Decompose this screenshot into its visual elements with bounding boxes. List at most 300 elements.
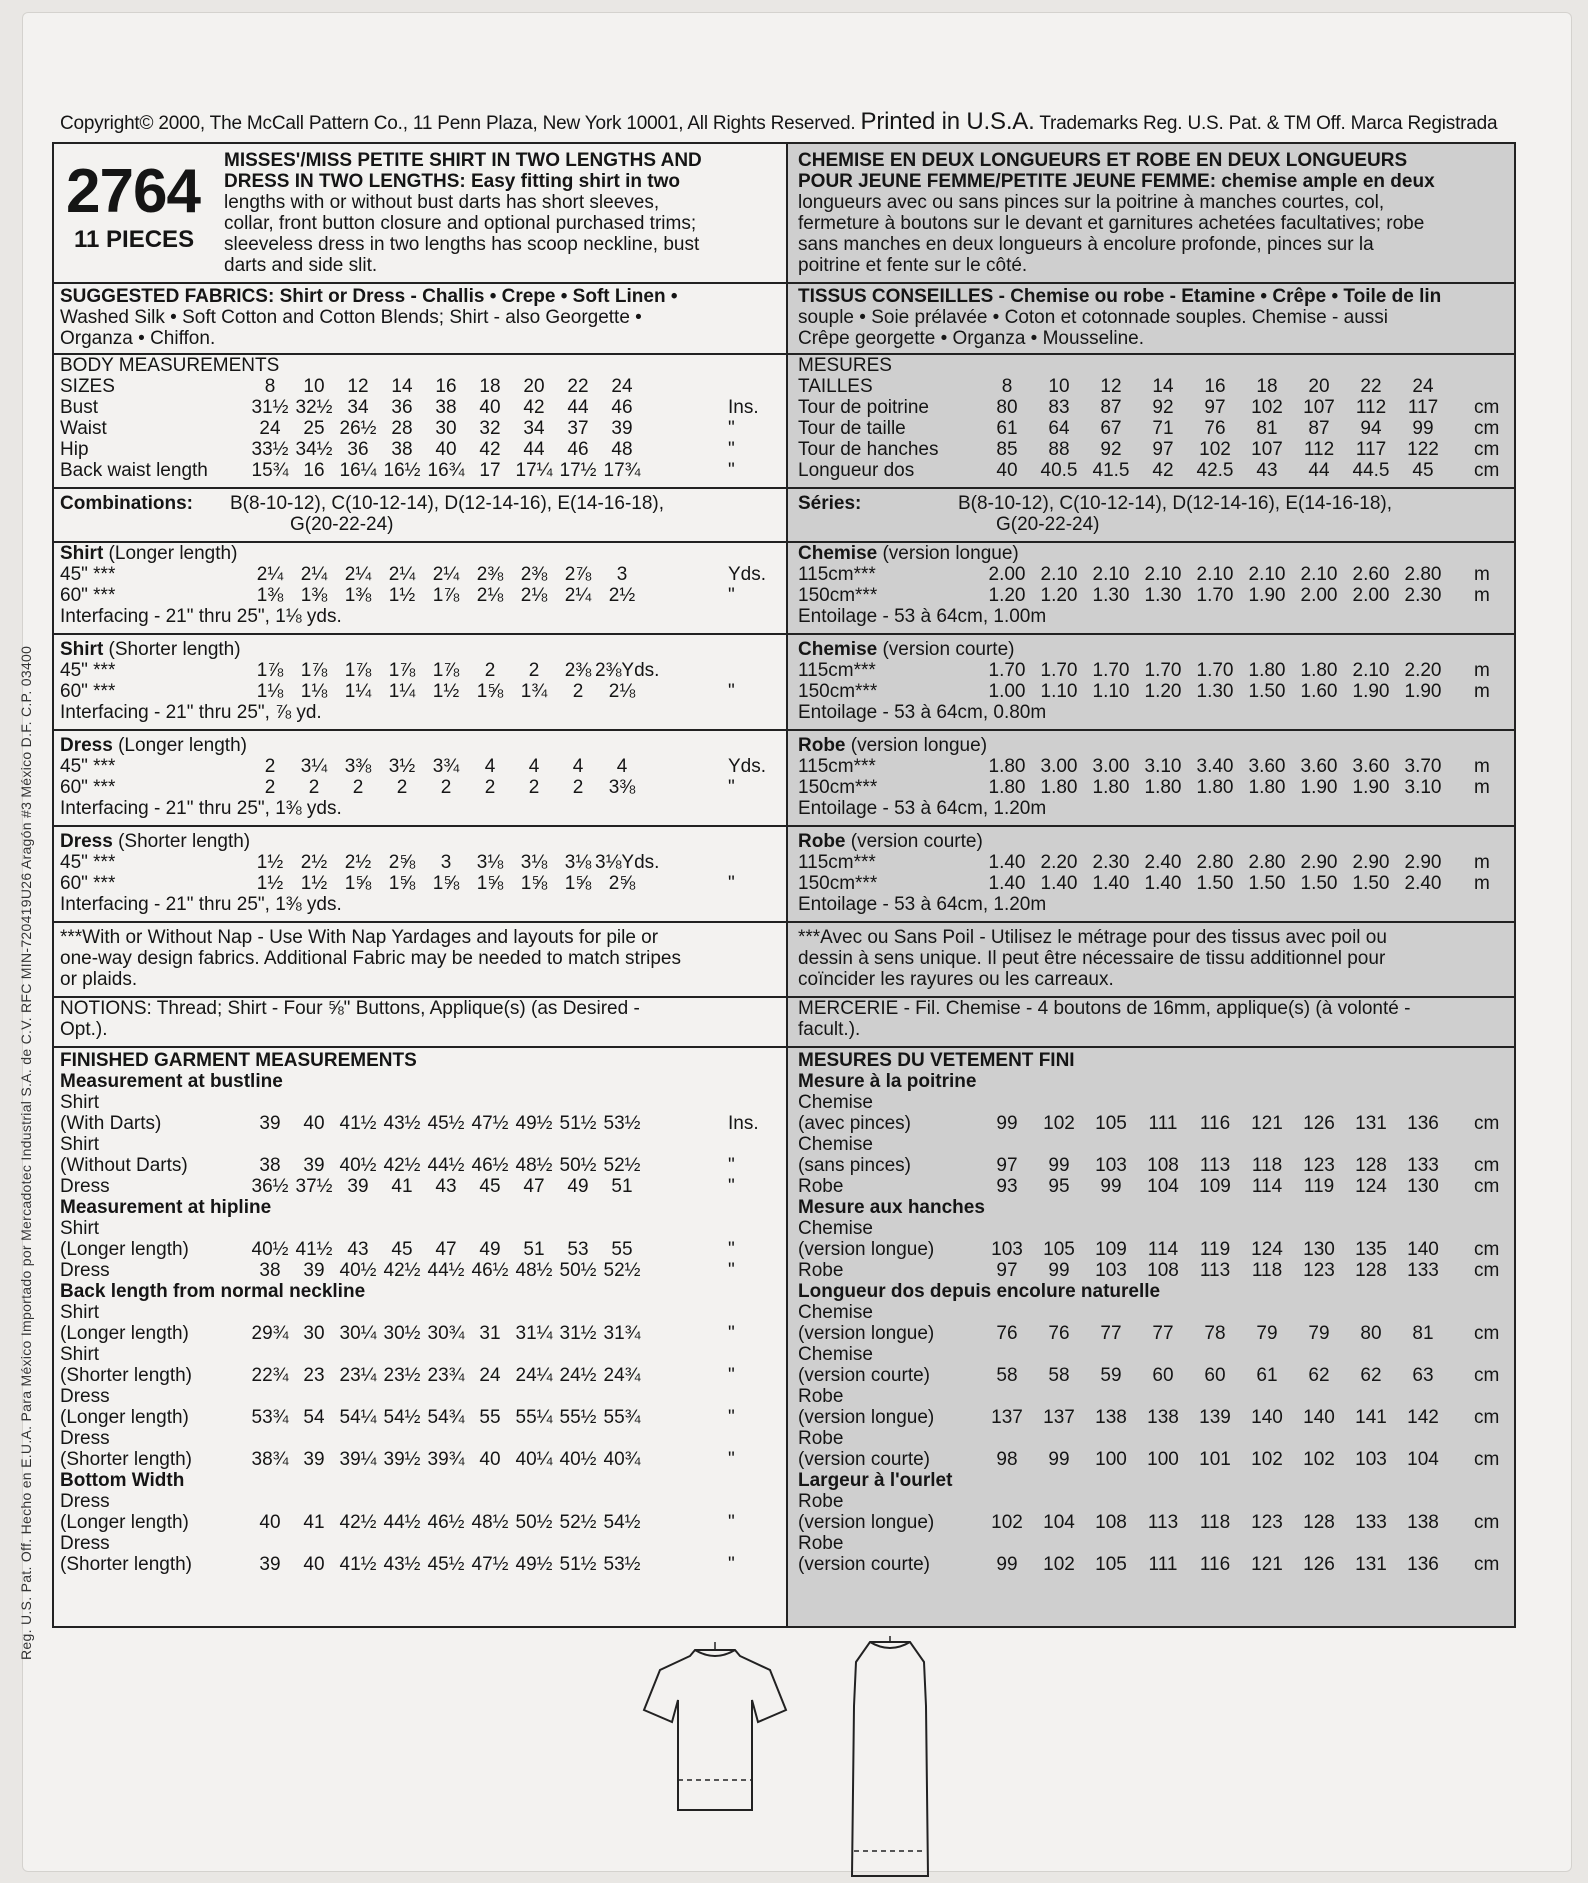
yardage-row: [60, 564, 780, 585]
finished-measurements-title: FINISHED GARMENT MEASUREMENTS: [60, 1050, 417, 1071]
row-value: 2.00: [1300, 585, 1338, 606]
row-value: 102: [991, 1512, 1023, 1533]
row-value: 1.20: [1144, 681, 1182, 702]
row-value: 113: [1199, 1155, 1231, 1176]
row-value: 1.90: [1404, 681, 1442, 702]
row-value: 39: [611, 418, 633, 439]
body-measurement-row: [798, 460, 1508, 481]
row-label: Dress: [60, 1260, 110, 1281]
row-value: 42: [1152, 460, 1174, 481]
row-value: 33½: [251, 439, 289, 460]
row-value: 1¼: [344, 681, 372, 702]
row-value: 113: [1199, 1260, 1231, 1281]
row-value: 1.50: [1196, 873, 1234, 894]
suggested-fabrics-line: Crêpe georgette • Organza • Mousseline.: [798, 328, 1144, 349]
row-value: 49½: [515, 1113, 553, 1134]
row-value: 2.00: [1352, 585, 1390, 606]
row-value: 116: [1199, 1554, 1231, 1575]
row-value: 133: [1355, 1512, 1387, 1533]
row-value: 1⅞: [256, 660, 284, 681]
section-divider: [52, 996, 788, 998]
row-value: 2: [264, 756, 276, 777]
row-value: 1¾: [520, 681, 548, 702]
finished-section-heading: Back length from normal neckline: [60, 1281, 366, 1302]
yardage-title: [798, 543, 1019, 564]
finished-section-heading: Mesure aux hanches: [798, 1197, 985, 1218]
row-value: 23¾: [427, 1365, 465, 1386]
row-value: 39: [259, 1113, 281, 1134]
row-value: 138: [1407, 1512, 1439, 1533]
row-value: 1.80: [988, 756, 1026, 777]
row-label: (Longer length): [60, 1239, 189, 1260]
row-value: 99: [1048, 1155, 1070, 1176]
yardage-row: [60, 660, 780, 681]
row-value: 105: [1095, 1113, 1127, 1134]
row-value: 1.80: [1040, 777, 1078, 798]
row-label: 45" ***: [60, 660, 116, 681]
row-value: 52½: [603, 1155, 641, 1176]
row-value: 40: [479, 1449, 501, 1470]
row-unit: Ins.: [728, 1113, 759, 1134]
copyright-text: Copyright© 2000, The McCall Pattern Co., 11 Penn Plaza, New York 10001, All Rights Reserved.: [60, 113, 856, 134]
row-unit: m: [1474, 681, 1490, 702]
row-value: 24¼: [515, 1365, 553, 1386]
row-value: 2⅝: [388, 852, 416, 873]
row-value: 3⅛: [520, 852, 548, 873]
row-value: 1.80: [1196, 777, 1234, 798]
garment-label: Robe: [798, 1428, 844, 1449]
row-value: 60: [1152, 1365, 1174, 1386]
row-value: 1⅜: [344, 585, 372, 606]
row-value: 137: [991, 1407, 1023, 1428]
body-measurement-row: [60, 460, 780, 481]
row-value: 1.90: [1352, 777, 1390, 798]
row-value: 40½: [339, 1260, 377, 1281]
combinations-line: B(8-10-12), C(10-12-14), D(12-14-16), E(14-16-18),: [958, 493, 1393, 514]
row-value: 46: [611, 397, 633, 418]
row-value: 1½: [300, 873, 328, 894]
garment-name: Dress: [60, 735, 113, 756]
row-value: 55¼: [515, 1407, 553, 1428]
garment-length: (version longue): [877, 543, 1019, 564]
row-value: 4: [484, 756, 496, 777]
row-value: 4: [528, 756, 540, 777]
row-unit: Yds.: [728, 564, 767, 585]
row-value: 118: [1199, 1512, 1231, 1533]
row-value: 105: [1095, 1554, 1127, 1575]
row-value: 26½: [339, 418, 377, 439]
garment-label: Chemise: [798, 1092, 873, 1113]
row-label: 150cm***: [798, 873, 878, 894]
interfacing-line: Interfacing - 21" thru 25", 1⅜ yds.: [60, 894, 342, 915]
row-value: 1⅞: [432, 585, 460, 606]
row-label: (version longue): [798, 1512, 935, 1533]
row-value: 44½: [427, 1155, 465, 1176]
row-value: 105: [1043, 1239, 1075, 1260]
row-value: 61: [996, 418, 1018, 439]
row-value: 51: [523, 1239, 545, 1260]
row-value: 92: [1152, 397, 1174, 418]
section-divider: [52, 825, 788, 827]
row-value: 4: [572, 756, 584, 777]
row-value: 2⅛: [476, 585, 504, 606]
section-divider: [52, 541, 788, 543]
row-unit: cm: [1474, 1113, 1500, 1134]
yardage-row: [60, 756, 780, 777]
row-value: 109: [1199, 1176, 1231, 1197]
row-unit: cm: [1474, 1260, 1500, 1281]
finished-measurement-row: [798, 1176, 1508, 1197]
row-value: 2.30: [1092, 852, 1130, 873]
row-value: 67: [1100, 418, 1122, 439]
section-divider: [788, 825, 1516, 827]
row-value: 42: [523, 397, 545, 418]
row-value: 44½: [383, 1512, 421, 1533]
garment-label: Robe: [798, 1491, 844, 1512]
garment-label: Shirt: [60, 1218, 100, 1239]
row-value: 40½: [251, 1239, 289, 1260]
row-value: 54½: [603, 1512, 641, 1533]
yardage-row: [798, 660, 1508, 681]
body-measurement-row: [60, 418, 780, 439]
row-value: 76: [1048, 1323, 1070, 1344]
pattern-pieces: 11 PIECES: [74, 226, 195, 253]
nap-note-line: dessin à sens unique. Il peut être nécessaire de tissu additionnel pour: [798, 948, 1386, 969]
row-value: 55½: [559, 1407, 597, 1428]
row-value: 1.90: [1352, 681, 1390, 702]
row-value: 2⅜: [520, 564, 548, 585]
row-value: 41½: [339, 1554, 377, 1575]
row-value: 2.90: [1300, 852, 1338, 873]
row-unit: ": [728, 777, 735, 798]
garment-length: (version courte): [877, 639, 1015, 660]
finished-measurement-row: [60, 1449, 780, 1470]
row-value: 3.60: [1352, 756, 1390, 777]
yardage-row: [798, 681, 1508, 702]
interfacing-line: Interfacing - 21" thru 25", 1⅜ yds.: [60, 798, 342, 819]
row-value: 43½: [383, 1554, 421, 1575]
combinations-label: Combinations:: [60, 493, 193, 514]
row-value: 30¾: [427, 1323, 465, 1344]
row-value: 1⅝: [432, 873, 460, 894]
row-value: 47½: [471, 1113, 509, 1134]
row-value: 40: [479, 397, 501, 418]
row-value: 1½: [256, 852, 284, 873]
description-line: CHEMISE EN DEUX LONGUEURS ET ROBE EN DEUX LONGUEURS: [798, 150, 1408, 171]
description-line: sans manches en deux longueurs à encolure profonde, pinces sur la: [798, 234, 1374, 255]
row-value: 94: [1360, 418, 1382, 439]
row-value: 45: [1412, 460, 1434, 481]
finished-measurement-row: [60, 1113, 780, 1134]
row-label: (Shorter length): [60, 1554, 193, 1575]
row-value: 80: [1360, 1323, 1382, 1344]
size-value: 22: [1360, 376, 1382, 397]
row-value: 34: [347, 397, 369, 418]
row-value: 87: [1100, 397, 1122, 418]
sizes-row: [798, 376, 1508, 397]
row-value: 100: [1147, 1449, 1179, 1470]
row-value: 140: [1407, 1239, 1439, 1260]
description-line: POUR JEUNE FEMME/PETITE JEUNE FEMME: chemise ample en deux: [798, 171, 1435, 192]
row-value: 24¾: [603, 1365, 641, 1386]
garment-label: Chemise: [798, 1134, 873, 1155]
row-value: 97: [996, 1260, 1018, 1281]
row-value: 17½: [559, 460, 597, 481]
row-value: 46½: [427, 1512, 465, 1533]
row-value: 2.80: [1248, 852, 1286, 873]
row-value: 22¾: [251, 1365, 289, 1386]
row-value: 2¼: [300, 564, 328, 585]
row-value: 30: [435, 418, 457, 439]
garment-length: (version longue): [845, 735, 988, 756]
row-value: 3.00: [1040, 756, 1078, 777]
row-value: 2¼: [256, 564, 284, 585]
row-value: 103: [1095, 1260, 1127, 1281]
row-value: 99: [1100, 1176, 1122, 1197]
section-divider: [788, 282, 1516, 284]
row-value: 51½: [559, 1113, 597, 1134]
row-value: 1.20: [988, 585, 1026, 606]
row-value: 2.10: [1352, 660, 1390, 681]
row-value: 36½: [251, 1176, 289, 1197]
finished-section-heading: Largeur à l'ourlet: [798, 1470, 953, 1491]
row-value: 117: [1355, 439, 1387, 460]
row-value: 1.30: [1196, 681, 1234, 702]
row-value: 54¾: [427, 1407, 465, 1428]
row-value: 1.40: [1144, 873, 1182, 894]
row-label: 60" ***: [60, 681, 116, 702]
row-value: 3⅛: [476, 852, 504, 873]
row-value: 1.70: [1196, 585, 1234, 606]
row-label: (sans pinces): [798, 1155, 911, 1176]
garment-label: Shirt: [60, 1134, 100, 1155]
row-value: 2: [440, 777, 452, 798]
sizes-label: SIZES: [60, 376, 115, 397]
row-value: 112: [1303, 439, 1335, 460]
row-value: 92: [1100, 439, 1122, 460]
body-measurement-row: [60, 397, 780, 418]
row-value: 40½: [559, 1449, 597, 1470]
row-unit: ": [728, 585, 735, 606]
row-value: 119: [1199, 1239, 1231, 1260]
finished-section-heading: Measurement at bustline: [60, 1071, 283, 1092]
row-value: 46: [567, 439, 589, 460]
nap-note-line: one-way design fabrics. Additional Fabric may be needed to match stripes: [60, 948, 681, 969]
row-label: Tour de poitrine: [798, 397, 929, 418]
row-value: 52½: [559, 1512, 597, 1533]
garment-label: Dress: [60, 1533, 110, 1554]
row-value: 79: [1256, 1323, 1278, 1344]
row-value: 38: [259, 1155, 281, 1176]
row-value: 50½: [559, 1155, 597, 1176]
row-value: 103: [1095, 1155, 1127, 1176]
interfacing-line: Interfacing - 21" thru 25", 1⅛ yds.: [60, 606, 342, 627]
row-value: 40¾: [603, 1449, 641, 1470]
row-unit: ": [728, 1239, 735, 1260]
section-divider: [788, 921, 1516, 923]
row-value: 31½: [251, 397, 289, 418]
row-label: 150cm***: [798, 681, 878, 702]
yardage-title: [60, 639, 241, 660]
row-value: 1⅞: [344, 660, 372, 681]
row-value: 118: [1251, 1155, 1283, 1176]
row-value: 1.80: [1248, 777, 1286, 798]
finished-measurement-row: [60, 1239, 780, 1260]
yardage-row: [798, 852, 1508, 873]
section-divider: [52, 633, 788, 635]
garment-length: (version courte): [845, 831, 983, 852]
row-value: 109: [1095, 1239, 1127, 1260]
row-value: 46½: [471, 1260, 509, 1281]
row-label: (version longue): [798, 1407, 935, 1428]
row-value: 2.10: [1196, 564, 1234, 585]
row-unit: ": [728, 1323, 735, 1344]
row-value: 2.90: [1352, 852, 1390, 873]
row-value: 48½: [515, 1155, 553, 1176]
row-value: 40½: [339, 1155, 377, 1176]
garment-length: (Longer length): [112, 735, 247, 756]
row-value: 1.80: [1144, 777, 1182, 798]
row-unit: m: [1474, 777, 1490, 798]
section-divider: [52, 282, 788, 284]
interfacing-line: Entoilage - 53 à 64cm, 1.00m: [798, 606, 1047, 627]
interfacing-line: Entoilage - 53 à 64cm, 1.20m: [798, 798, 1047, 819]
row-value: 59: [1100, 1365, 1122, 1386]
row-value: 3.10: [1144, 756, 1182, 777]
row-value: 58: [1048, 1365, 1070, 1386]
row-value: 42: [479, 439, 501, 460]
nap-note-line: ***Avec ou Sans Poil - Utilisez le métrage pour des tissus avec poil ou: [798, 927, 1387, 948]
row-value: 2: [484, 660, 496, 681]
finished-measurement-row: [798, 1365, 1508, 1386]
row-value: 24: [479, 1365, 501, 1386]
row-value: 71: [1152, 418, 1174, 439]
row-value: 1.40: [988, 873, 1026, 894]
row-value: 79: [1308, 1323, 1330, 1344]
size-value: 18: [479, 376, 501, 397]
row-value: 29¾: [251, 1323, 289, 1344]
row-value: 47: [435, 1239, 457, 1260]
row-value: 63: [1412, 1365, 1434, 1386]
row-value: 126: [1303, 1554, 1335, 1575]
row-value: 40.5: [1040, 460, 1078, 481]
sizes-label: TAILLES: [798, 376, 873, 397]
row-value: 1.50: [1248, 681, 1286, 702]
description-line: sleeveless dress in two lengths has scoop neckline, bust: [224, 234, 700, 255]
row-value: 1.10: [1092, 681, 1130, 702]
row-value: 41.5: [1092, 460, 1130, 481]
row-value: 78: [1204, 1323, 1226, 1344]
finished-section-heading: Bottom Width: [60, 1470, 185, 1491]
yardage-row: [60, 585, 780, 606]
row-value: 44.5: [1352, 460, 1390, 481]
row-value: 2¼: [388, 564, 416, 585]
yardage-row: [798, 777, 1508, 798]
row-value: 30¼: [339, 1323, 377, 1344]
row-label: 60" ***: [60, 585, 116, 606]
row-value: 55: [479, 1407, 501, 1428]
row-unit: m: [1474, 852, 1490, 873]
row-value: 2⅜: [564, 660, 592, 681]
row-value: 3⅛: [564, 852, 592, 873]
row-value: 30½: [383, 1323, 421, 1344]
row-value: 102: [1251, 397, 1283, 418]
row-value: 41: [391, 1176, 413, 1197]
section-divider: [52, 1046, 788, 1048]
yardage-row: [60, 777, 780, 798]
row-value: 124: [1355, 1176, 1387, 1197]
yardage-row: [798, 585, 1508, 606]
finished-measurement-row: [60, 1155, 780, 1176]
row-value: 45½: [427, 1554, 465, 1575]
row-value: 1.80: [1092, 777, 1130, 798]
row-label: Waist: [60, 418, 107, 439]
row-value: 1.70: [1196, 660, 1234, 681]
row-value: 130: [1407, 1176, 1439, 1197]
row-value: 2⅞: [564, 564, 592, 585]
row-value: 2⅜Yds.: [595, 660, 660, 681]
row-value: 3: [440, 852, 452, 873]
row-unit: cm: [1474, 1365, 1500, 1386]
size-value: 18: [1256, 376, 1278, 397]
row-value: 3¼: [300, 756, 328, 777]
notions-line: MERCERIE - Fil. Chemise - 4 boutons de 16mm, applique(s) (à volonté -: [798, 998, 1411, 1019]
garment-name: Dress: [60, 831, 113, 852]
row-value: 100: [1095, 1449, 1127, 1470]
row-value: 1.80: [1300, 660, 1338, 681]
row-value: 2½: [300, 852, 328, 873]
row-value: 107: [1303, 397, 1335, 418]
row-value: 40: [303, 1113, 325, 1134]
row-value: 38¾: [251, 1449, 289, 1470]
row-value: 136: [1407, 1554, 1439, 1575]
row-value: 101: [1199, 1449, 1231, 1470]
row-value: 2⅝: [608, 873, 636, 894]
row-value: 102: [1043, 1113, 1075, 1134]
finished-measurement-row: [798, 1155, 1508, 1176]
row-value: 131: [1355, 1113, 1387, 1134]
row-value: 133: [1407, 1260, 1439, 1281]
row-value: 17¼: [515, 460, 553, 481]
row-value: 41½: [339, 1113, 377, 1134]
row-label: (Without Darts): [60, 1155, 188, 1176]
row-value: 2: [572, 681, 584, 702]
row-unit: ": [728, 1260, 735, 1281]
row-value: 102: [1199, 439, 1231, 460]
nap-note-line: or plaids.: [60, 969, 138, 990]
row-value: 1.50: [1248, 873, 1286, 894]
row-unit: m: [1474, 660, 1490, 681]
row-label: (Shorter length): [60, 1365, 193, 1386]
finished-measurement-row: [60, 1554, 780, 1575]
row-value: 43: [1256, 460, 1278, 481]
row-label: Dress: [60, 1176, 110, 1197]
finished-measurement-row: [60, 1176, 780, 1197]
row-value: 128: [1303, 1512, 1335, 1533]
row-unit: m: [1474, 873, 1490, 894]
suggested-fabrics-line: TISSUS CONSEILLES - Chemise ou robe - Etamine • Crêpe • Toile de lin: [798, 286, 1442, 307]
row-value: 53: [567, 1239, 589, 1260]
yardage-row: [798, 873, 1508, 894]
row-unit: Yds.: [728, 756, 767, 777]
row-value: 48½: [471, 1512, 509, 1533]
row-value: 85: [996, 439, 1018, 460]
garment-length: (Longer length): [103, 543, 238, 564]
garment-name: Shirt: [60, 543, 104, 564]
row-value: 31¾: [603, 1323, 641, 1344]
row-unit: cm: [1474, 439, 1500, 460]
interfacing-line: Entoilage - 53 à 64cm, 0.80m: [798, 702, 1047, 723]
